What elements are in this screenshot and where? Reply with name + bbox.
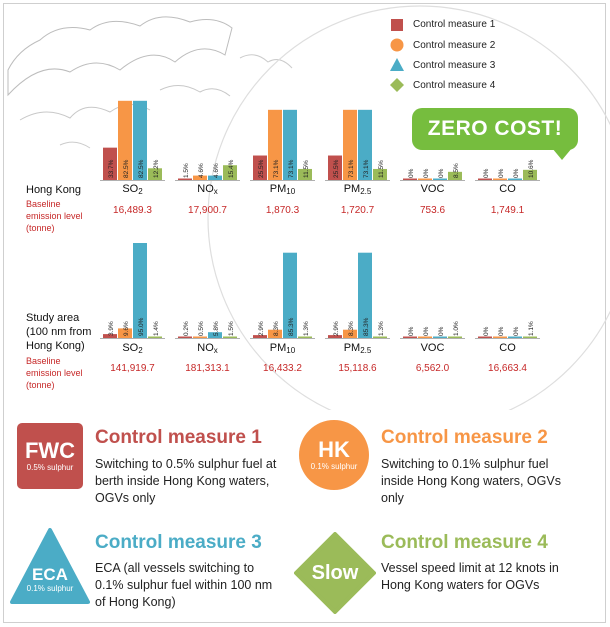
bar-label-p1-c1-s4: 1.5% — [228, 321, 235, 336]
measure-1-title: Control measure 1 — [95, 427, 262, 448]
baseline-value: 141,919.7 — [110, 363, 155, 374]
zero-cost-callout: ZERO COST! — [412, 108, 578, 150]
bar-label-p1-c1-s1: 0.2% — [183, 321, 190, 336]
category-label-base: PM — [269, 183, 287, 195]
bar-label-p0-c3-s3: 73.1% — [363, 159, 370, 178]
region-label-study-2: (100 nm from — [26, 326, 92, 338]
region-label-study-3: Hong Kong) — [26, 340, 85, 352]
bar-label-p0-c1-s3: 4.6% — [213, 163, 220, 178]
category-label-base: VOC — [420, 342, 445, 354]
legend-marker-cm1 — [391, 19, 403, 31]
bar-label-p1-c0-s2: 9.6% — [123, 321, 130, 336]
bar-label-p1-c5-s4: 1.1% — [528, 321, 535, 336]
bar-label-p1-c3-s2: 8.3% — [348, 321, 355, 336]
category-label-base: SO — [122, 342, 139, 354]
category-label-sub: 2 — [138, 346, 143, 355]
bar-label-p1-c3-s4: 1.3% — [378, 321, 385, 336]
bar-label-p0-c1-s1: 1.5% — [183, 163, 190, 178]
hk-badge — [299, 420, 369, 490]
category-label-base: SO — [122, 183, 139, 195]
baseline-label-hk-1: Baseline — [26, 199, 61, 209]
bar-label-p0-c5-s1: 0% — [483, 168, 490, 178]
baseline-label-hk-3: (tonne) — [26, 223, 55, 233]
category-label-sub: 10 — [286, 346, 296, 355]
fwc-badge-subtext: 0.5% sulphur — [26, 463, 74, 472]
bar-label-p1-c2-s2: 8.3% — [273, 321, 280, 336]
region-label-hong-kong: Hong Kong — [26, 184, 82, 196]
category-label — [323, 342, 393, 355]
legend-label-cm2: Control measure 2 — [413, 40, 496, 51]
bar-label-p1-c3-s3: 85.3% — [363, 317, 370, 336]
legend-marker-cm2 — [391, 39, 404, 52]
slow-badge-text: Slow — [311, 562, 359, 584]
category-label — [473, 183, 543, 195]
baseline-value: 16,489.3 — [113, 205, 152, 216]
baseline-value: 16,433.2 — [263, 363, 302, 374]
category-label-base: CO — [499, 183, 516, 195]
bar-label-p0-c2-s3: 73.1% — [288, 159, 295, 178]
bar-label-p1-c5-s3: 0% — [513, 326, 520, 336]
baseline-value: 753.6 — [419, 205, 446, 216]
legend-label-cm1: Control measure 1 — [413, 19, 496, 30]
zero-cost-callout-tail — [552, 148, 572, 160]
bar-label-p0-c3-s2: 73.1% — [348, 159, 355, 178]
slow-badge-label — [300, 558, 370, 588]
category-label-base: PM — [269, 342, 287, 354]
bar-label-p0-c3-s1: 25.5% — [333, 159, 340, 178]
bar-label-p0-c4-s1: 0% — [408, 168, 415, 178]
fwc-badge-text: FWC — [24, 438, 76, 463]
bar-label-p0-c1-s4: 15.4% — [228, 159, 235, 178]
category-label-base: NO — [197, 183, 214, 195]
bar-label-p1-c3-s1: 2.9% — [333, 321, 340, 336]
baseline-value: 16,663.4 — [488, 363, 527, 374]
baseline-label-study-1: Baseline — [26, 356, 61, 366]
bar-label-p0-c5-s2: 0% — [498, 168, 505, 178]
region-label-study-1: Study area — [26, 312, 80, 324]
baseline-value: 6,562.0 — [415, 363, 450, 374]
bar-label-p0-c1-s2: 4.6% — [198, 163, 205, 178]
chart-panel-1 — [100, 243, 540, 339]
legend-marker-cm3 — [390, 58, 404, 71]
measure-3-title: Control measure 3 — [95, 532, 262, 553]
category-label — [398, 183, 468, 195]
category-label — [98, 183, 168, 196]
baseline-value: 181,313.1 — [185, 363, 230, 374]
bar-label-p1-c1-s3: 5.8% — [213, 321, 220, 336]
baseline-value: 15,118.6 — [338, 363, 377, 374]
bar-label-p0-c0-s3: 82.5% — [138, 159, 145, 178]
baseline-label-study-3: (tonne) — [26, 380, 55, 390]
baseline-value: 1,870.3 — [265, 205, 300, 216]
legend-marker-cm4 — [390, 78, 404, 92]
category-label-sub: x — [213, 346, 218, 355]
baseline-value: 1,720.7 — [340, 205, 375, 216]
measure-2-desc: Switching to 0.1% sulphur fuel inside Hong Kong waters, OGVs only — [381, 457, 561, 505]
bar-label-p0-c4-s3: 0% — [438, 168, 445, 178]
bar-label-p0-c2-s1: 25.5% — [258, 159, 265, 178]
legend-label-cm4: Control measure 4 — [413, 80, 496, 91]
fwc-badge — [17, 423, 83, 489]
hk-badge-subtext: 0.1% sulphur — [310, 462, 358, 471]
category-label-base: CO — [499, 342, 516, 354]
bar-label-p0-c3-s4: 11.5% — [378, 160, 385, 178]
bar-label-p1-c4-s2: 0% — [423, 326, 430, 336]
category-label-sub: 10 — [286, 187, 296, 196]
category-label-base: NO — [197, 342, 214, 354]
bar-label-p1-c0-s3: 95.0% — [138, 317, 145, 336]
bar-label-p1-c2-s1: 2.9% — [258, 321, 265, 336]
bar-label-p0-c2-s4: 11.5% — [303, 160, 310, 178]
baseline-value: 1,749.1 — [490, 205, 525, 216]
category-label — [98, 342, 168, 355]
bar-label-p0-c4-s2: 0% — [423, 168, 430, 178]
hk-badge-text: HK — [318, 437, 350, 462]
bar-label-p0-c0-s4: 12.2% — [153, 159, 160, 178]
baseline-label-hk-2: emission level — [26, 211, 83, 221]
bar-label-p1-c1-s2: 0.5% — [198, 321, 205, 336]
category-label — [173, 342, 243, 355]
measure-3-desc: ECA (all vessels switching to 0.1% sulphur fuel within 100 nm of Hong Kong) — [95, 561, 273, 609]
bar-label-p1-c4-s1: 0% — [408, 326, 415, 336]
eca-badge-subtext: 0.1% sulphur — [26, 584, 74, 593]
measure-2-title: Control measure 2 — [381, 427, 548, 448]
category-label-base: PM — [343, 183, 361, 195]
measure-1-desc: Switching to 0.5% sulphur fuel at berth inside Hong Kong waters, OGVs only — [95, 457, 277, 505]
bar-label-p1-c5-s1: 0% — [483, 326, 490, 336]
category-label — [173, 183, 243, 196]
bar-label-p1-c2-s4: 1.3% — [303, 321, 310, 336]
measure-4-title: Control measure 4 — [381, 532, 548, 553]
category-label — [473, 342, 543, 354]
category-label — [398, 342, 468, 354]
bar-label-p0-c2-s2: 73.1% — [273, 159, 280, 178]
baseline-value: 17,900.7 — [188, 205, 227, 216]
bar-label-p1-c4-s4: 1.0% — [453, 321, 460, 336]
bar-label-p0-c0-s1: 33.7% — [108, 159, 115, 178]
category-label-sub: x — [213, 187, 218, 196]
legend — [390, 19, 404, 92]
measure-4-desc: Vessel speed limit at 12 knots in Hong Kong waters for OGVs — [381, 561, 559, 592]
bar-label-p0-c5-s4: 10.6% — [528, 159, 535, 178]
category-label-sub: 2.5 — [360, 346, 372, 355]
baseline-label-study-2: emission level — [26, 368, 83, 378]
bar-label-p1-c2-s3: 85.3% — [288, 317, 295, 336]
category-label-sub: 2.5 — [360, 187, 372, 196]
bar-label-p1-c5-s2: 0% — [498, 326, 505, 336]
legend-label-cm3: Control measure 3 — [413, 60, 496, 71]
category-label — [248, 183, 318, 196]
category-label-sub: 2 — [138, 187, 143, 196]
category-label — [323, 183, 393, 196]
category-label — [248, 342, 318, 355]
bar-label-p0-c5-s3: 0% — [513, 168, 520, 178]
category-label-base: PM — [343, 342, 361, 354]
eca-badge-label — [20, 562, 80, 598]
bar-label-p1-c0-s1: 3.9% — [108, 321, 115, 336]
bar-label-p0-c0-s2: 82.5% — [123, 159, 130, 178]
category-label-base: VOC — [420, 183, 445, 195]
eca-badge-text: ECA — [32, 565, 68, 584]
bar-label-p1-c0-s4: 1.4% — [153, 321, 160, 336]
bar-label-p0-c4-s4: 8.5% — [453, 163, 460, 178]
bar-label-p1-c4-s3: 0% — [438, 326, 445, 336]
